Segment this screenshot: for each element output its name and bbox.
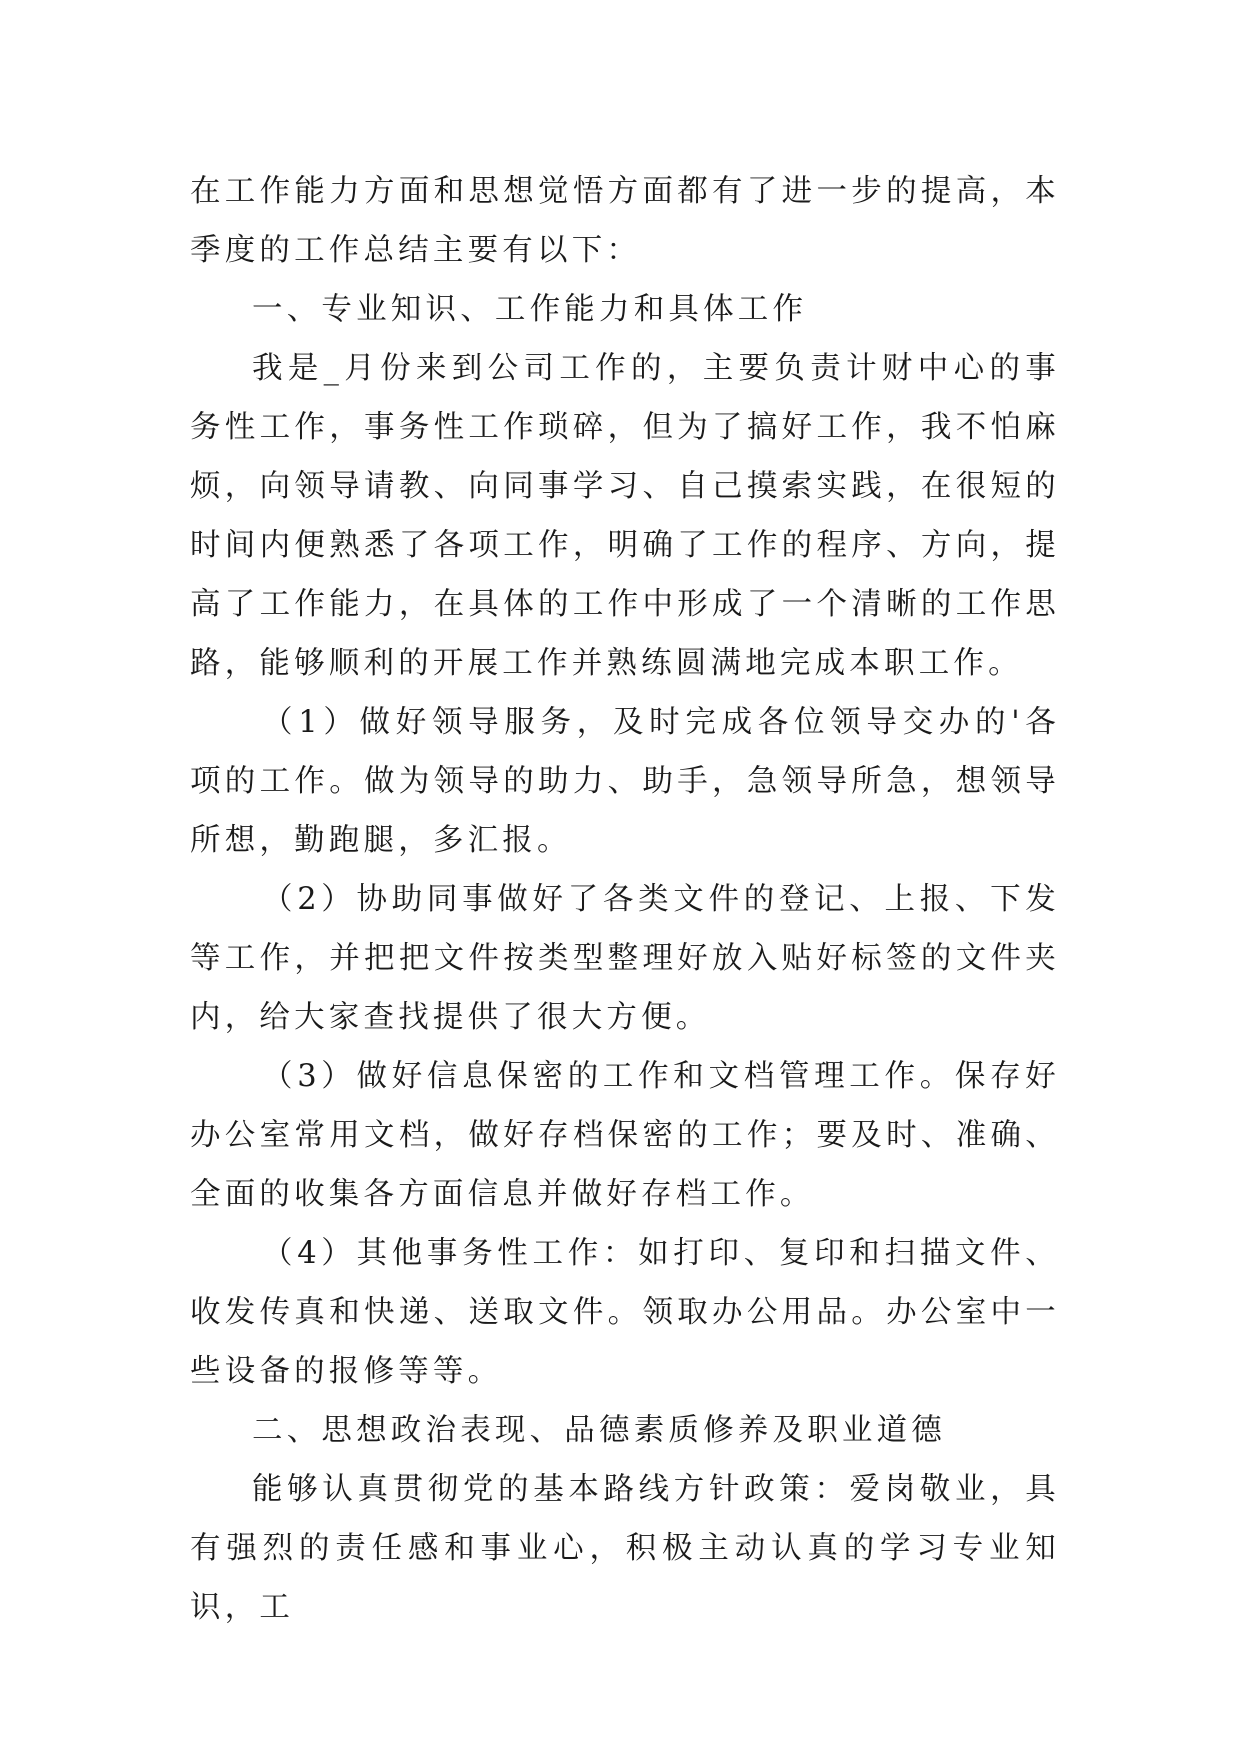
paragraph-intro: 在工作能力方面和思想觉悟方面都有了进一步的提高，本季度的工作总结主要有以下：	[190, 174, 1060, 268]
list-item-4: （4）其他事务性工作：如打印、复印和扫描文件、收发传真和快递、送取文件。领取办公用品。办公室中一些设备的报修等等。	[190, 1236, 1060, 1389]
list-item-3: （3）做好信息保密的工作和文档管理工作。保存好办公室常用文档，做好存档保密的工作；要及时、准确、全面的收集各方面信息并做好存档工作。	[190, 1059, 1060, 1212]
list-item-1: （1）做好领导服务，及时完成各位领导交办的'各项的工作。做为领导的助力、助手，急领导所急，想领导所想，勤跑腿，多汇报。	[190, 705, 1060, 858]
section-heading-1: 一、专业知识、工作能力和具体工作	[252, 292, 808, 327]
section-heading-2: 二、思想政治表现、品德素质修养及职业道德	[252, 1413, 946, 1448]
paragraph-ethics: 能够认真贯彻党的基本路线方针政策：爱岗敬业，具有强烈的责任感和事业心，积极主动认真的学习专业知识，工	[190, 1472, 1060, 1625]
list-item-2: （2）协助同事做好了各类文件的登记、上报、下发等工作，并把把文件按类型整理好放入贴好标签的文件夹内，给大家查找提供了很大方便。	[190, 882, 1060, 1035]
paragraph-work-summary: 我是_月份来到公司工作的，主要负责计财中心的事务性工作，事务性工作琐碎，但为了搞好工作，我不怕麻烦，向领导请教、向同事学习、自己摸索实践，在很短的时间内便熟悉了各项工作，明确了工作的程序、方向，提高了工作能力，在具体的工作中形成了一个清晰的工作思路，能够顺利的开展工作并熟练圆满地完成本职工作。	[190, 351, 1060, 681]
document-body	[190, 162, 1060, 1637]
